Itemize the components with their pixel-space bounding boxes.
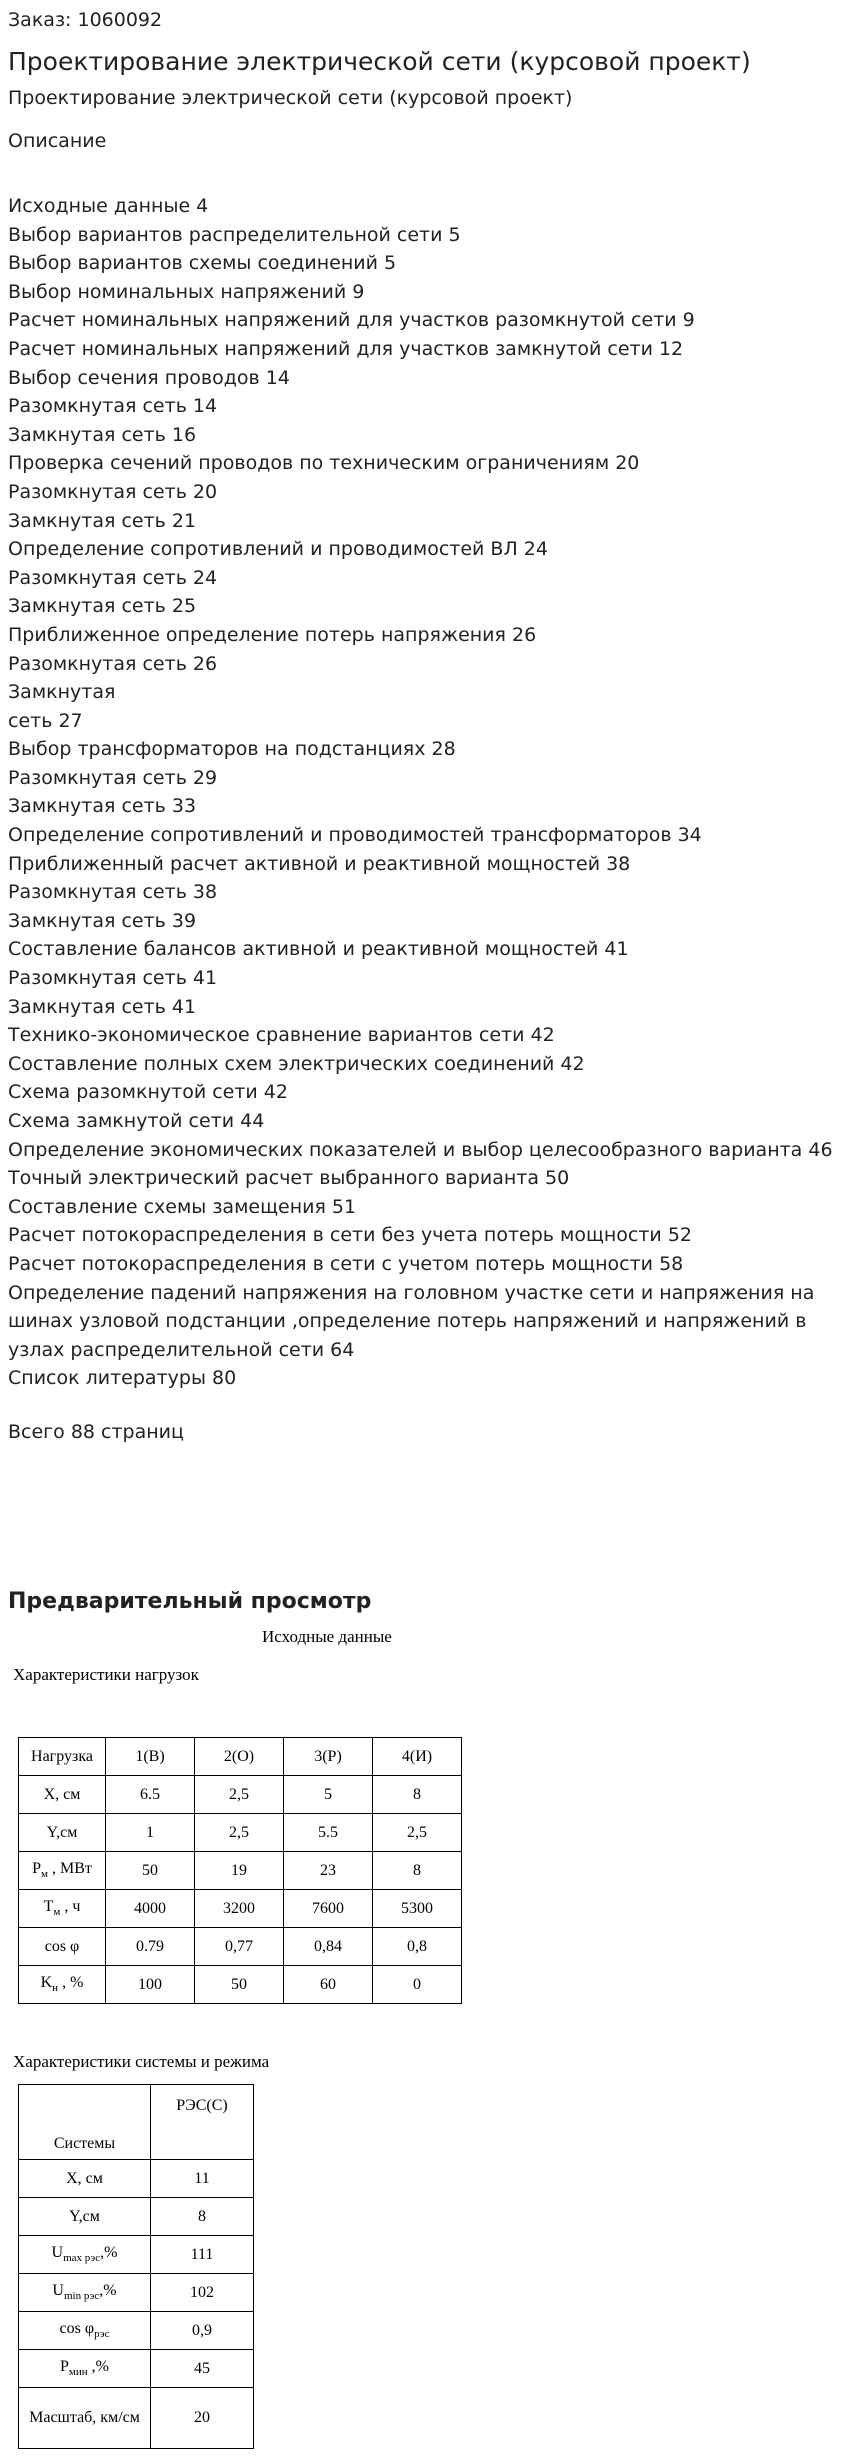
toc-item: Приближенный расчет активной и реактивной мощностей 38 [8,852,631,875]
toc-item: Расчет потокораспределения в сети без учета потерь мощности 52 [8,1224,692,1247]
table-cell: 5.5 [284,1814,373,1852]
table-cell: 5 [284,1776,373,1814]
table-cell: 60 [284,1966,373,2004]
label-main: K [40,1974,53,1992]
toc-item: Замкнутая сеть 39 [8,909,197,932]
total-pages: Всего 88 страниц [8,1421,184,1443]
table-row [19,1852,462,1890]
order-number: Заказ: 1060092 [8,9,163,31]
label-rest: , % [58,1974,84,1992]
label-rest: ,% [87,2358,109,2376]
toc-item: Разомкнутая сеть 26 [8,652,218,675]
toc-item: Разомкнутая сеть 29 [8,766,218,789]
table-cell: 4000 [106,1890,195,1928]
label-rest: , ч [60,1898,81,1916]
table-row [19,2236,254,2274]
table-cell: 102 [151,2274,254,2312]
toc-item: Выбор вариантов схемы соединений 5 [8,252,397,275]
table-of-contents [8,192,844,1393]
toc-item: Определение падений напряжения на головном участке сети и напряжения на шинах узловой подстанции ,определение потерь напряжений и напряжений в узлах распределительной сети 64 [8,1281,815,1361]
toc-item: Расчет номинальных напряжений для участков замкнутой сети 12 [8,337,684,360]
toc-item: Точный электрический расчет выбранного варианта 50 [8,1167,570,1190]
table-header-row [19,1738,462,1776]
row-label: cos φ [19,1928,106,1966]
header-cell: 4(И) [373,1738,462,1776]
table-cell: 11 [151,2160,254,2198]
table-cell: 6.5 [106,1776,195,1814]
table-row [19,2160,254,2198]
table-cell: 0,8 [373,1928,462,1966]
toc-item: Выбор сечения проводов 14 [8,366,290,389]
row-label [19,1890,106,1928]
table-row [19,2388,254,2449]
table1-caption: Характеристики нагрузок [13,1665,199,1684]
toc-item: Определение сопротивлений и проводимостей трансформаторов 34 [8,824,702,847]
toc-item: Замкнутая сеть 33 [8,795,197,818]
page-title: Проектирование электрической сети (курсовой проект) [8,47,751,76]
table-cell: 20 [151,2388,254,2449]
label-subscript: м [41,1868,48,1881]
toc-item: Расчет номинальных напряжений для участков разомкнутой сети 9 [8,309,695,332]
table-row [19,1776,462,1814]
label-main: U [51,2244,64,2262]
toc-item: Разомкнутая сеть 14 [8,395,218,418]
preview-heading: Исходные данные [262,1627,392,1646]
table-header-row [19,2085,254,2160]
toc-item: Составление схемы замещения 51 [8,1195,357,1218]
toc-item: Приближенное определение потерь напряжения 26 [8,623,537,646]
toc-item: Технико-экономическое сравнение вариантов сети 42 [8,1024,555,1047]
row-label: Y,см [19,2198,151,2236]
toc-item: Замкнутая сеть 21 [8,509,197,532]
label-main: T [43,1898,54,1916]
toc-item: Определение сопротивлений и проводимостей ВЛ 24 [8,538,548,561]
toc-item: Замкнутая сеть 41 [8,995,197,1018]
table-cell: 0,77 [195,1928,284,1966]
system-characteristics-table [18,2084,254,2449]
row-label: Масштаб, км/см [19,2388,151,2449]
toc-item: Разомкнутая сеть 20 [8,480,218,503]
label-rest: ,% [99,2282,117,2300]
header-cell: 2(О) [195,1738,284,1776]
table-row [19,1814,462,1852]
row-label: Y,см [19,1814,106,1852]
toc-item: Выбор трансформаторов на подстанциях 28 [8,738,456,761]
table-row [19,2350,254,2388]
row-label [19,2350,151,2388]
row-label [19,1966,106,2004]
table-cell: 2,5 [195,1814,284,1852]
table-row [19,1890,462,1928]
table-cell: 0 [373,1966,462,2004]
toc-item: сеть 27 [8,709,83,732]
toc-item: Разомкнутая сеть 38 [8,881,218,904]
toc-item: Список литературы 80 [8,1367,237,1390]
table-cell: 23 [284,1852,373,1890]
table-cell: 50 [106,1852,195,1890]
toc-item: Выбор вариантов распределительной сети 5 [8,223,461,246]
table-cell: 2,5 [373,1814,462,1852]
toc-item: Замкнутая [8,681,116,704]
label-subscript: м [53,1906,61,1919]
table-cell: 0,84 [284,1928,373,1966]
table-row [19,1966,462,2004]
table-row [19,1928,462,1966]
table-cell: 7600 [284,1890,373,1928]
row-label: X, см [19,2160,151,2198]
toc-item: Расчет потокораспределения в сети с учетом потерь мощности 58 [8,1252,684,1275]
table-cell: 45 [151,2350,254,2388]
toc-item: Определение экономических показателей и выбор целесообразного варианта 46 [8,1138,833,1161]
label-subscript: max рэс [63,2252,101,2265]
table-cell: 2,5 [195,1776,284,1814]
row-label [19,2312,151,2350]
row-label [19,2236,151,2274]
label-main: P [32,1860,42,1878]
toc-item: Схема замкнутой сети 44 [8,1110,265,1132]
toc-item: Схема разомкнутой сети 42 [8,1081,288,1104]
toc-item: Разомкнутая сеть 24 [8,566,218,589]
table-cell: 50 [195,1966,284,2004]
toc-item: Проверка сечений проводов по техническим ограничениям 20 [8,452,640,475]
header-cell: Системы [19,2085,151,2160]
label-main: cos φ [59,2320,95,2338]
table-cell: 111 [151,2236,254,2274]
toc-item: Замкнутая сеть 16 [8,423,197,446]
table-cell: 1 [106,1814,195,1852]
header-cell: 3(Р) [284,1738,373,1776]
label-rest: , МВт [47,1860,92,1878]
table-cell: 8 [373,1852,462,1890]
row-label [19,1852,106,1890]
table-cell: 5300 [373,1890,462,1928]
description-label: Описание [8,130,107,152]
label-main: U [52,2282,64,2300]
toc-item: Составление полных схем электрических соединений 42 [8,1052,585,1075]
table-cell: 3200 [195,1890,284,1928]
preview-title: Предварительный просмотр [8,1589,372,1614]
page-subtitle: Проектирование электрической сети (курсовой проект) [8,87,573,109]
table-row [19,2274,254,2312]
label-subscript: min рэс [63,2290,100,2303]
toc-item: Составление балансов активной и реактивной мощностей 41 [8,938,629,961]
label-rest: ,% [100,2244,118,2262]
label-subscript: н [52,1982,59,1995]
label-main: P [60,2358,69,2376]
table-cell: 100 [106,1966,195,2004]
table-cell: 0,9 [151,2312,254,2350]
table-cell: 8 [373,1776,462,1814]
table-cell: 8 [151,2198,254,2236]
table-row [19,2312,254,2350]
header-cell: 1(В) [106,1738,195,1776]
toc-item: Замкнутая сеть 25 [8,595,197,618]
table-cell: 0.79 [106,1928,195,1966]
header-cell: Нагрузка [19,1738,106,1776]
toc-item: Исходные данные 4 [8,195,209,217]
load-characteristics-table [18,1737,462,2004]
table2-caption: Характеристики системы и режима [13,2052,270,2071]
row-label [19,2274,151,2312]
toc-item: Выбор номинальных напряжений 9 [8,280,365,303]
toc-item: Разомкнутая сеть 41 [8,967,218,990]
label-subscript: рэс [94,2328,110,2341]
label-subscript: мин [68,2366,88,2379]
row-label: X, см [19,1776,106,1814]
table-row [19,2198,254,2236]
table-cell: 19 [195,1852,284,1890]
header-cell: РЭС(С) [151,2085,254,2160]
